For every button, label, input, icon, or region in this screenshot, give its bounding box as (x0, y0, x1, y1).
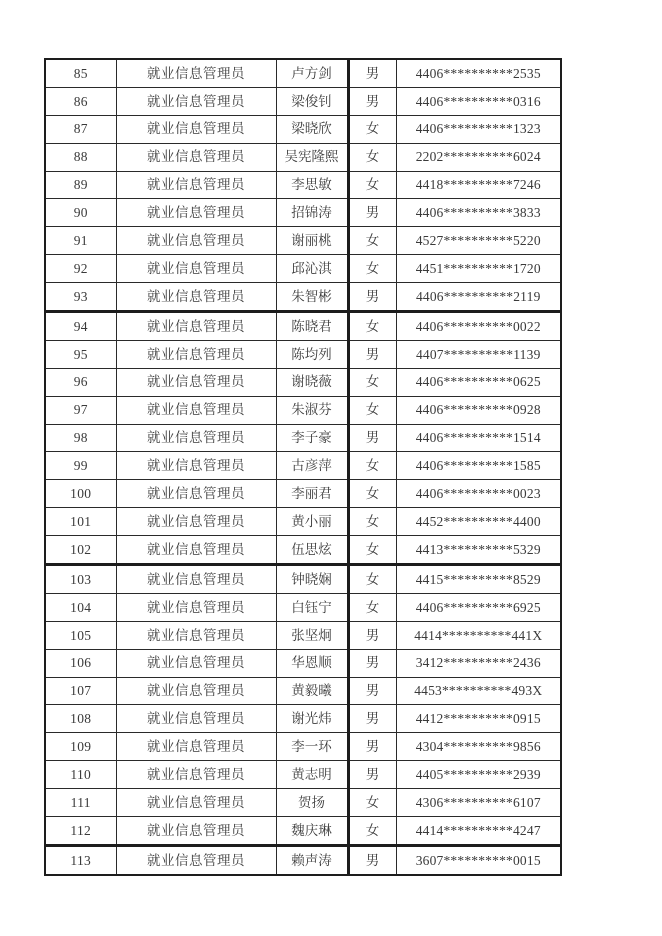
id-number-cell: 4406**********1323 (396, 115, 561, 143)
gender-cell: 女 (348, 227, 396, 255)
row-number-cell: 94 (45, 312, 116, 341)
person-name-cell: 华恩顺 (276, 649, 348, 677)
table-row (45, 59, 561, 87)
table-row (45, 649, 561, 677)
person-name-cell: 朱智彬 (276, 283, 348, 312)
row-number-cell: 97 (45, 396, 116, 424)
job-title-cell: 就业信息管理员 (116, 312, 276, 341)
id-number-cell: 4527**********5220 (396, 227, 561, 255)
job-title-cell: 就业信息管理员 (116, 536, 276, 565)
row-number-cell: 88 (45, 143, 116, 171)
person-name-cell: 梁晓欣 (276, 115, 348, 143)
table-row (45, 789, 561, 817)
person-name-cell: 陈均列 (276, 340, 348, 368)
table-row (45, 199, 561, 227)
gender-cell: 男 (348, 87, 396, 115)
id-number-cell: 4412**********0915 (396, 705, 561, 733)
job-title-cell: 就业信息管理员 (116, 199, 276, 227)
id-number-cell: 4406**********0316 (396, 87, 561, 115)
person-name-cell: 招锦涛 (276, 199, 348, 227)
gender-cell: 男 (348, 621, 396, 649)
person-name-cell: 张坚炯 (276, 621, 348, 649)
roster-table (44, 58, 562, 876)
table-row (45, 733, 561, 761)
job-title-cell: 就业信息管理员 (116, 368, 276, 396)
gender-cell: 男 (348, 761, 396, 789)
person-name-cell: 谢丽桃 (276, 227, 348, 255)
id-number-cell: 4414**********4247 (396, 817, 561, 846)
id-number-cell: 4415**********8529 (396, 565, 561, 594)
person-name-cell: 谢晓薇 (276, 368, 348, 396)
id-number-cell: 3607**********0015 (396, 845, 561, 874)
person-name-cell: 赖声涛 (276, 845, 348, 874)
table-row (45, 452, 561, 480)
row-number-cell: 112 (45, 817, 116, 846)
job-title-cell: 就业信息管理员 (116, 255, 276, 283)
job-title-cell: 就业信息管理员 (116, 480, 276, 508)
row-number-cell: 106 (45, 649, 116, 677)
job-title-cell: 就业信息管理员 (116, 171, 276, 199)
id-number-cell: 4406**********2535 (396, 59, 561, 87)
person-name-cell: 谢光炜 (276, 705, 348, 733)
person-name-cell: 贺扬 (276, 789, 348, 817)
table-row (45, 536, 561, 565)
gender-cell: 女 (348, 817, 396, 846)
job-title-cell: 就业信息管理员 (116, 677, 276, 705)
row-number-cell: 98 (45, 424, 116, 452)
gender-cell: 女 (348, 789, 396, 817)
person-name-cell: 黄毅曦 (276, 677, 348, 705)
job-title-cell: 就业信息管理员 (116, 87, 276, 115)
gender-cell: 女 (348, 143, 396, 171)
job-title-cell: 就业信息管理员 (116, 508, 276, 536)
table-row (45, 480, 561, 508)
job-title-cell: 就业信息管理员 (116, 452, 276, 480)
gender-cell: 女 (348, 565, 396, 594)
person-name-cell: 朱淑芬 (276, 396, 348, 424)
job-title-cell: 就业信息管理员 (116, 396, 276, 424)
person-name-cell: 邱沁淇 (276, 255, 348, 283)
id-number-cell: 4407**********1139 (396, 340, 561, 368)
id-number-cell: 4452**********4400 (396, 508, 561, 536)
roster-table-container (44, 58, 562, 876)
table-row (45, 255, 561, 283)
id-number-cell: 4306**********6107 (396, 789, 561, 817)
id-number-cell: 4413**********5329 (396, 536, 561, 565)
id-number-cell: 4414**********441X (396, 621, 561, 649)
table-row (45, 87, 561, 115)
id-number-cell: 4406**********1514 (396, 424, 561, 452)
row-number-cell: 105 (45, 621, 116, 649)
row-number-cell: 95 (45, 340, 116, 368)
table-row (45, 143, 561, 171)
job-title-cell: 就业信息管理员 (116, 817, 276, 846)
gender-cell: 女 (348, 593, 396, 621)
job-title-cell: 就业信息管理员 (116, 565, 276, 594)
row-number-cell: 102 (45, 536, 116, 565)
gender-cell: 女 (348, 171, 396, 199)
gender-cell: 女 (348, 255, 396, 283)
person-name-cell: 魏庆琳 (276, 817, 348, 846)
row-number-cell: 103 (45, 565, 116, 594)
gender-cell: 男 (348, 845, 396, 874)
table-row (45, 677, 561, 705)
row-number-cell: 99 (45, 452, 116, 480)
gender-cell: 女 (348, 396, 396, 424)
table-row (45, 227, 561, 255)
job-title-cell: 就业信息管理员 (116, 593, 276, 621)
gender-cell: 女 (348, 312, 396, 341)
gender-cell: 女 (348, 536, 396, 565)
job-title-cell: 就业信息管理员 (116, 733, 276, 761)
person-name-cell: 吴宪隆熙 (276, 143, 348, 171)
person-name-cell: 李思敏 (276, 171, 348, 199)
table-row (45, 593, 561, 621)
row-number-cell: 104 (45, 593, 116, 621)
id-number-cell: 4406**********1585 (396, 452, 561, 480)
person-name-cell: 黄志明 (276, 761, 348, 789)
person-name-cell: 伍思炫 (276, 536, 348, 565)
job-title-cell: 就业信息管理员 (116, 143, 276, 171)
row-number-cell: 93 (45, 283, 116, 312)
job-title-cell: 就业信息管理员 (116, 621, 276, 649)
id-number-cell: 4453**********493X (396, 677, 561, 705)
job-title-cell: 就业信息管理员 (116, 789, 276, 817)
row-number-cell: 113 (45, 845, 116, 874)
table-row (45, 312, 561, 341)
row-number-cell: 90 (45, 199, 116, 227)
id-number-cell: 4451**********1720 (396, 255, 561, 283)
id-number-cell: 4304**********9856 (396, 733, 561, 761)
id-number-cell: 3412**********2436 (396, 649, 561, 677)
table-row (45, 705, 561, 733)
gender-cell: 男 (348, 59, 396, 87)
person-name-cell: 卢方剑 (276, 59, 348, 87)
table-row (45, 115, 561, 143)
id-number-cell: 4406**********0625 (396, 368, 561, 396)
gender-cell: 女 (348, 508, 396, 536)
table-row (45, 171, 561, 199)
row-number-cell: 110 (45, 761, 116, 789)
gender-cell: 男 (348, 283, 396, 312)
table-row (45, 845, 561, 874)
row-number-cell: 89 (45, 171, 116, 199)
row-number-cell: 86 (45, 87, 116, 115)
person-name-cell: 李子豪 (276, 424, 348, 452)
gender-cell: 男 (348, 649, 396, 677)
row-number-cell: 92 (45, 255, 116, 283)
table-row (45, 424, 561, 452)
roster-table-body (45, 59, 561, 875)
person-name-cell: 黄小丽 (276, 508, 348, 536)
id-number-cell: 4405**********2939 (396, 761, 561, 789)
job-title-cell: 就业信息管理员 (116, 59, 276, 87)
row-number-cell: 96 (45, 368, 116, 396)
job-title-cell: 就业信息管理员 (116, 845, 276, 874)
row-number-cell: 85 (45, 59, 116, 87)
person-name-cell: 白钰宁 (276, 593, 348, 621)
gender-cell: 女 (348, 480, 396, 508)
gender-cell: 女 (348, 452, 396, 480)
row-number-cell: 87 (45, 115, 116, 143)
row-number-cell: 91 (45, 227, 116, 255)
row-number-cell: 108 (45, 705, 116, 733)
person-name-cell: 李一环 (276, 733, 348, 761)
gender-cell: 男 (348, 199, 396, 227)
table-row (45, 368, 561, 396)
gender-cell: 男 (348, 705, 396, 733)
job-title-cell: 就业信息管理员 (116, 340, 276, 368)
table-row (45, 817, 561, 846)
person-name-cell: 钟晓娴 (276, 565, 348, 594)
gender-cell: 男 (348, 733, 396, 761)
table-row (45, 283, 561, 312)
person-name-cell: 古彦萍 (276, 452, 348, 480)
gender-cell: 男 (348, 424, 396, 452)
row-number-cell: 107 (45, 677, 116, 705)
gender-cell: 女 (348, 115, 396, 143)
id-number-cell: 4418**********7246 (396, 171, 561, 199)
job-title-cell: 就业信息管理员 (116, 227, 276, 255)
row-number-cell: 100 (45, 480, 116, 508)
id-number-cell: 4406**********6925 (396, 593, 561, 621)
row-number-cell: 109 (45, 733, 116, 761)
id-number-cell: 4406**********0928 (396, 396, 561, 424)
id-number-cell: 4406**********0023 (396, 480, 561, 508)
job-title-cell: 就业信息管理员 (116, 761, 276, 789)
job-title-cell: 就业信息管理员 (116, 283, 276, 312)
row-number-cell: 101 (45, 508, 116, 536)
job-title-cell: 就业信息管理员 (116, 649, 276, 677)
table-row (45, 565, 561, 594)
id-number-cell: 4406**********0022 (396, 312, 561, 341)
table-row (45, 508, 561, 536)
gender-cell: 女 (348, 368, 396, 396)
person-name-cell: 陈晓君 (276, 312, 348, 341)
gender-cell: 男 (348, 340, 396, 368)
job-title-cell: 就业信息管理员 (116, 705, 276, 733)
job-title-cell: 就业信息管理员 (116, 115, 276, 143)
table-row (45, 761, 561, 789)
person-name-cell: 梁俊钊 (276, 87, 348, 115)
table-row (45, 396, 561, 424)
table-row (45, 340, 561, 368)
id-number-cell: 4406**********2119 (396, 283, 561, 312)
gender-cell: 男 (348, 677, 396, 705)
id-number-cell: 2202**********6024 (396, 143, 561, 171)
row-number-cell: 111 (45, 789, 116, 817)
id-number-cell: 4406**********3833 (396, 199, 561, 227)
person-name-cell: 李丽君 (276, 480, 348, 508)
job-title-cell: 就业信息管理员 (116, 424, 276, 452)
table-row (45, 621, 561, 649)
